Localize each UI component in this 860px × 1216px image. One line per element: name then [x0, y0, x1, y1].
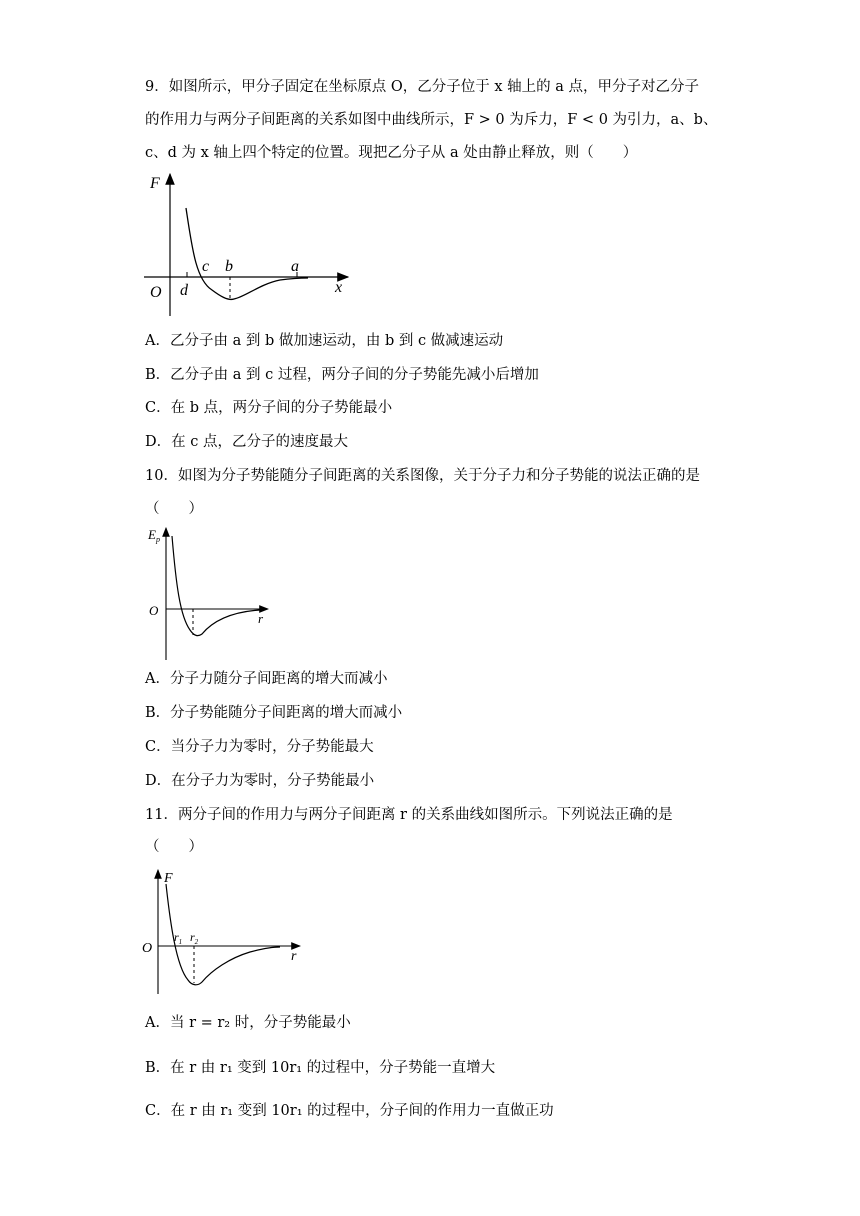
q11-x-label: r: [291, 949, 297, 964]
q9-label-c: c: [202, 258, 210, 275]
q10-stem-line-1: 10．如图为分子势能随分子间距离的关系图像，关于分子力和分子势能的说法正确的是: [145, 468, 700, 484]
q9-option-a: A．乙分子由 a 到 b 做加速运动，由 b 到 c 做减速运动: [145, 333, 504, 349]
q9-force-curve: [186, 208, 308, 299]
q9-force-figure: [140, 168, 360, 318]
q10-origin-label: O: [149, 603, 159, 618]
q11-y-label: F: [164, 871, 173, 886]
q9-label-d: d: [180, 282, 188, 299]
q10-y-label: $E_p$: [148, 527, 160, 544]
q10-option-a: A．分子力随分子间距离的增大而减小: [145, 671, 388, 687]
q9-option-d: D．在 c 点，乙分子的速度最大: [145, 434, 348, 450]
q11-r2-label: $r_2$: [190, 930, 199, 946]
q10-stem-line-2: （ ）: [145, 501, 203, 517]
q11-force-curve: [166, 884, 280, 985]
q11-force-figure: [140, 866, 310, 998]
q10-energy-curve: [172, 536, 260, 636]
q9-origin-label: O: [150, 284, 162, 301]
q9-option-b: B．乙分子由 a 到 c 过程，两分子间的分子势能先减小后增加: [145, 367, 539, 383]
q11-origin-label: O: [142, 941, 153, 956]
q9-stem-line-3: c、d 为 x 轴上四个特定的位置。现把乙分子从 a 处由静止释放，则（ ）: [145, 145, 638, 161]
q10-option-c: C．当分子力为零时，分子势能最大: [145, 739, 374, 755]
q11-option-a: A．当 r = r₂ 时，分子势能最小: [145, 1015, 351, 1031]
q11-stem-line-2: （ ）: [145, 839, 203, 855]
q9-y-label: F: [150, 175, 160, 192]
q11-option-b: B．在 r 由 r₁ 变到 10r₁ 的过程中，分子势能一直增大: [145, 1060, 496, 1076]
q9-x-label: x: [335, 279, 343, 296]
q11-stem-line-1: 11．两分子间的作用力与两分子间距离 r 的关系曲线如图所示。下列说法正确的是: [145, 807, 673, 823]
q11-option-c: C．在 r 由 r₁ 变到 10r₁ 的过程中，分子间的作用力一直做正功: [145, 1103, 554, 1119]
q10-x-label: r: [258, 611, 264, 626]
q10-energy-figure: [140, 524, 280, 664]
q9-label-a: a: [291, 258, 299, 275]
q10-option-b: B．分子势能随分子间距离的增大而减小: [145, 705, 403, 721]
q9-label-b: b: [225, 258, 233, 275]
q10-option-d: D．在分子力为零时，分子势能最小: [145, 773, 375, 789]
q9-option-c: C．在 b 点，两分子间的分子势能最小: [145, 400, 393, 416]
q11-r1-label: $r_1$: [174, 930, 183, 946]
q9-stem-line-2: 的作用力与两分子间距离的关系如图中曲线所示，F > 0 为斥力，F < 0 为引力，a、b、: [145, 112, 718, 128]
q9-stem-line-1: 9．如图所示，甲分子固定在坐标原点 O，乙分子位于 x 轴上的 a 点，甲分子对乙分子: [145, 79, 699, 95]
